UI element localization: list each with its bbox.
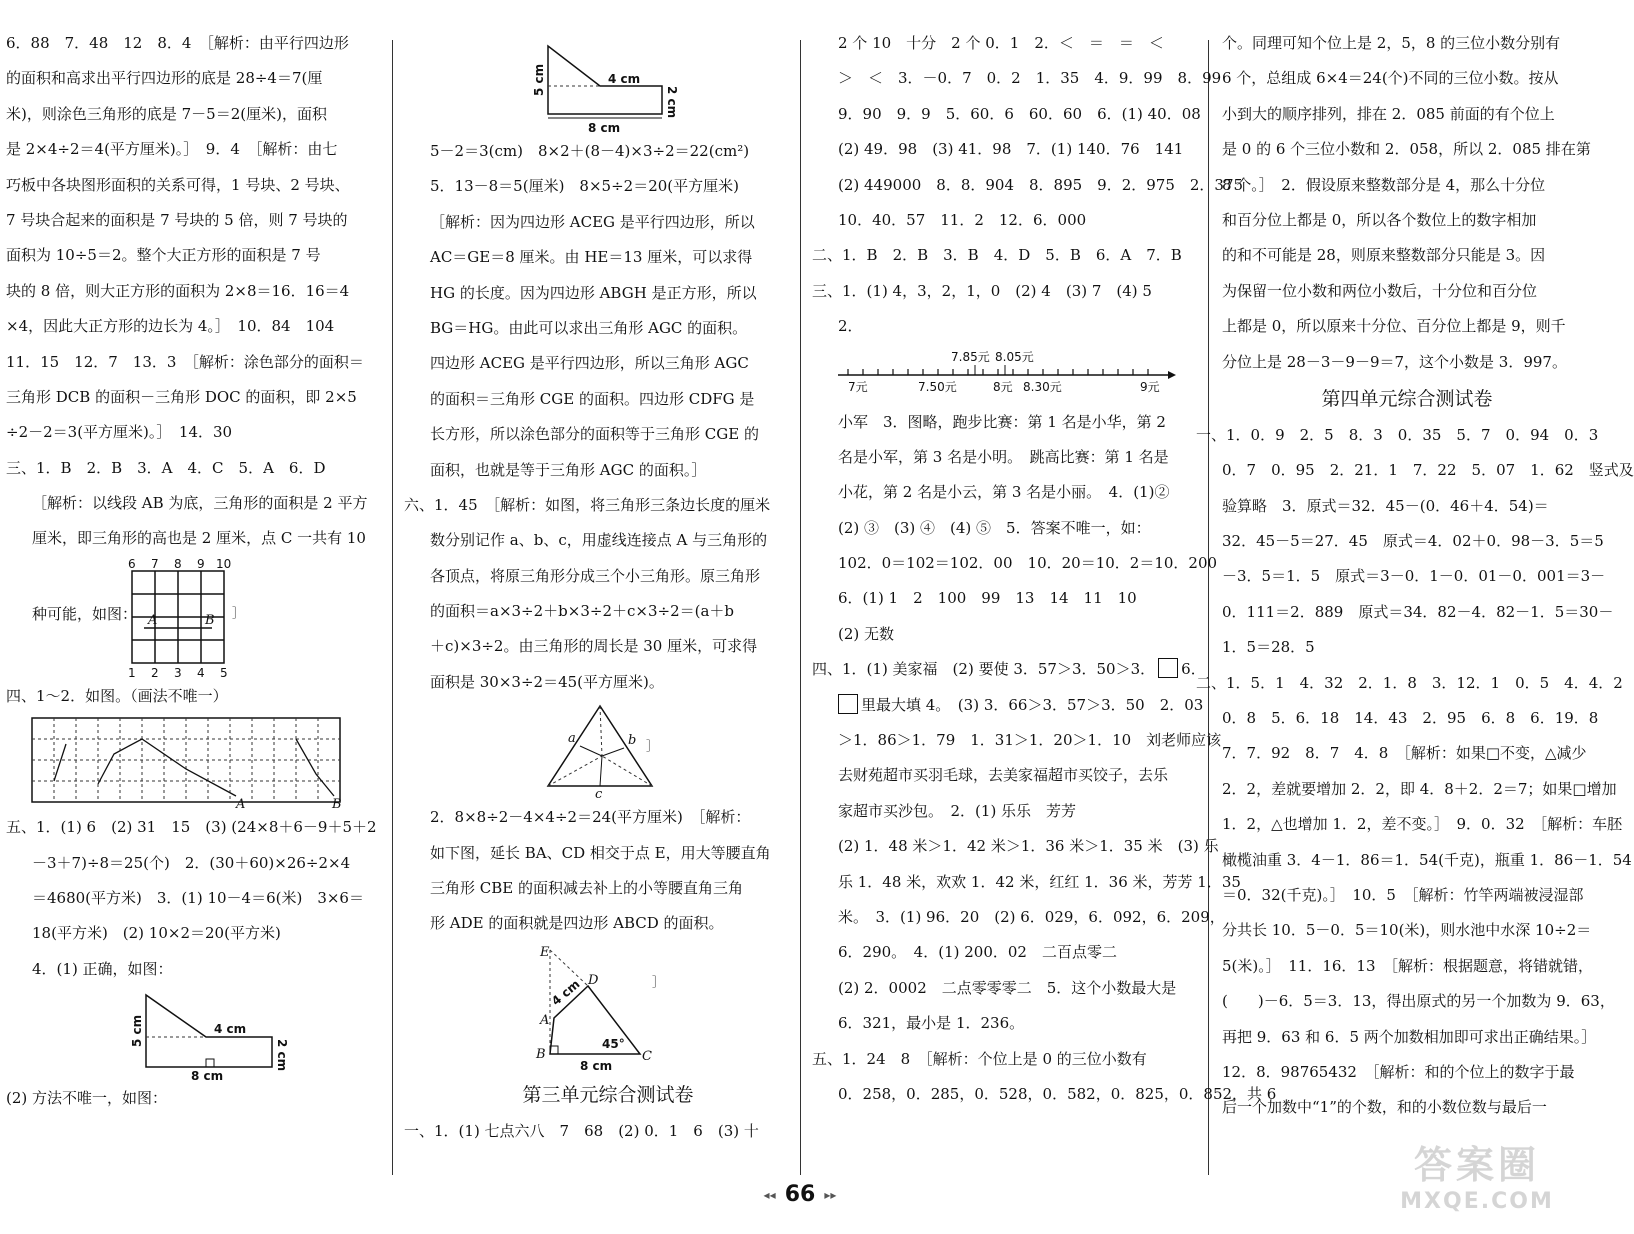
text-line: 5(米)。］ 11．16．13 ［解析：根据题意，将错就错， bbox=[1222, 956, 1594, 975]
shape-label-left: 5 cm bbox=[532, 63, 546, 96]
quadrilateral-figure bbox=[430, 942, 786, 1076]
trapezoid-figure-2 bbox=[430, 26, 786, 134]
text-line: 8 个。］ 2．假设原来整数部分是 4，那么十分位 bbox=[1222, 175, 1546, 194]
text-line: 二、1．5．1 4．32 2．1．8 3．12．1 0．5 4．4．2 bbox=[1196, 673, 1623, 692]
quad-side-label: 4 cm bbox=[548, 976, 583, 1009]
text-line-with-box bbox=[812, 652, 1206, 687]
answer-column-1 bbox=[6, 26, 378, 1117]
text-line: 6 个，总组成 6×4＝24(个)不同的三位小数。按从 bbox=[1222, 69, 1559, 88]
number-line-bottom-label: 7元 bbox=[848, 379, 868, 394]
text-line: 的面积和高求出平行四边形的底是 28÷4＝7(厘 bbox=[6, 69, 323, 88]
text-line: 11．15 12．7 13．3 ［解析：涂色部分的面积＝ bbox=[6, 352, 364, 371]
text-line: ［解析：因为四边形 ACEG 是平行四边形，所以 bbox=[430, 212, 755, 231]
text-line: 块的 8 倍，则大正方形的面积为 2×8＝16．16＝4 bbox=[6, 281, 350, 300]
number-line-svg bbox=[838, 345, 1194, 405]
dot-grid-dashed-lines bbox=[32, 718, 340, 802]
text-line: 如下图，延长 BA、CD 相交于点 E，用大等腰直角 bbox=[430, 843, 771, 862]
text-line: ＝4680(平方米) 3．(1) 10－4＝6(米) 3×6＝ bbox=[32, 889, 364, 908]
shape-label-left: 5 cm bbox=[130, 1015, 144, 1048]
column-divider-3 bbox=[1208, 40, 1209, 1175]
text-line: (2) 无数 bbox=[838, 624, 895, 643]
dot-label-a: A bbox=[236, 797, 246, 813]
text-line: 的面积＝a×3÷2＋b×3÷2＋c×3÷2＝(a＋b bbox=[430, 602, 735, 621]
grid-top-label: 6 bbox=[128, 556, 136, 571]
text-line: 四、1～2．如图。（画法不唯一） bbox=[6, 686, 228, 705]
text-line: 橄榄油重 3．4－1．86＝1．54(千克)，瓶重 1．86－1．54 bbox=[1222, 850, 1632, 869]
text-line: 厘米，即三角形的高也是 2 厘米，点 C 一共有 10 bbox=[32, 529, 366, 548]
watermark-line-1: 答案圈 bbox=[1413, 1143, 1540, 1187]
text-line: 乐 1．48 米，欢欢 1．42 米，红红 1．36 米，芳芳 1．35 bbox=[838, 872, 1241, 891]
text-line: 9．90 9．9 5．60．6 60．60 6．(1) 40．08 bbox=[838, 104, 1201, 123]
text-line: ÷2－2＝3(平方厘米)。］ 14．30 bbox=[6, 423, 233, 442]
triangle-label-b: b bbox=[628, 733, 637, 749]
text-line: 三角形 DCB 的面积－三角形 DOC 的面积，即 2×5 bbox=[6, 387, 357, 406]
text-line: 三、1．B 2．B 3．A 4．C 5．A 6．D bbox=[6, 458, 326, 477]
text-line: 小军 3．图略，跑步比赛：第 1 名是小华，第 2 bbox=[838, 412, 1166, 431]
page-number: 66 bbox=[784, 1182, 816, 1207]
text-line: (2) 1．48 米＞1．42 米＞1．36 米＞1．35 米 (3) 乐 bbox=[838, 837, 1219, 856]
text-line: 7．7．92 8．7 4．8 ［解析：如果□不变，△减少 bbox=[1222, 744, 1587, 763]
number-line-bottom-label: 9元 bbox=[1140, 379, 1160, 394]
grid-point-b-label: B bbox=[205, 612, 215, 628]
text-line: BG＝HG。由此可以求出三角形 AGC 的面积。 bbox=[430, 318, 748, 337]
path-line bbox=[296, 739, 334, 796]
text-line: (2) ③ (3) ④ (4) ⑤ 5．答案不唯一，如： bbox=[838, 518, 1151, 537]
text-line: 2． bbox=[838, 317, 863, 336]
shape-label-bottom: 8 cm bbox=[191, 1069, 224, 1084]
text-line: 数分别记作 a、b、c，用虚线连接点 A 与三角形的 bbox=[430, 531, 768, 550]
text-line: 验算略 3．原式＝32．45－(0．46＋4．54)＝ bbox=[1222, 496, 1549, 515]
shape-label-bottom: 8 cm bbox=[588, 121, 621, 135]
text-line: ×4，因此大正方形的边长为 4。］ 10．84 104 bbox=[6, 317, 335, 336]
prev-arrow-icon: ◂◂ bbox=[763, 1187, 776, 1202]
text-line: 18(平方米) (2) 10×2＝20(平方米) bbox=[32, 924, 281, 943]
section-title-unit-3: 第三单元综合测试卷 bbox=[522, 1083, 694, 1106]
text-line: 后一个加数中“1”的个数，和的小数位数与最后一 bbox=[1222, 1098, 1547, 1117]
text-line: －3．5＝1．5 原式＝3－0．1－0．01－0．001＝3－ bbox=[1222, 567, 1606, 586]
grid-figure-caption: 种可能，如图： bbox=[32, 604, 138, 623]
text-line: 和百分位上都是 0，所以各个数位上的数字相加 bbox=[1222, 210, 1537, 229]
text-line: 五、1．24 8 ［解析：个位上是 0 的三位小数有 bbox=[812, 1049, 1147, 1068]
shape-label-right: 2 cm bbox=[665, 86, 679, 119]
text-line: ［解析：以线段 AB 为底，三角形的面积是 2 平方 bbox=[32, 494, 368, 513]
text-line: 家超市买沙包。 2．(1) 乐乐 芳芳 bbox=[838, 801, 1077, 820]
triangle-label-a: a bbox=[568, 731, 576, 747]
text-line: 0．8 5．6．18 14．43 2．95 6．8 6．19．8 bbox=[1222, 709, 1599, 728]
text-line: 是 2×4÷2＝4(平方厘米)。］ 9．4 ［解析：由七 bbox=[6, 140, 338, 159]
text-line: 各顶点，将原三角形分成三个小三角形。原三角形 bbox=[430, 566, 761, 585]
text-line: ＞1．86＞1．79 1．31＞1．20＞1．10 刘老师应该 bbox=[838, 731, 1222, 750]
text-line: (2) 49．98 (3) 41．98 7．(1) 140．76 141 bbox=[838, 140, 1184, 159]
triangle-close-bracket: ］ bbox=[646, 739, 659, 754]
text-line: 6．88 7．48 12 8．4 ［解析：由平行四边形 bbox=[6, 34, 349, 52]
grid-top-label: 9 bbox=[197, 556, 205, 571]
number-line-bottom-label: 8.30元 bbox=[1023, 379, 1062, 394]
text-line: ＋c)×3÷2。由三角形的周长是 30 厘米，可求得 bbox=[430, 637, 758, 656]
text-line: 1．2，△也增加 1．2，差不变。］ 9．0．32 ［解析：车胚 bbox=[1222, 815, 1623, 834]
trapezoid-svg-2 bbox=[430, 26, 786, 134]
text-line: 102．0＝102＝102．00 10．20＝10．2＝10．200 bbox=[838, 554, 1218, 573]
watermark-line-2: MXQE.COM bbox=[1400, 1189, 1554, 1214]
text-line: 小到大的顺序排列，排在 2．085 前面的有个位上 bbox=[1222, 104, 1555, 123]
text-line: 名是小军，第 3 名是小明。 跳高比赛：第 1 名是 bbox=[838, 447, 1169, 466]
triangle-figure bbox=[430, 700, 786, 803]
text-line: 长方形，所以涂色部分的面积等于三角形 CGE 的 bbox=[430, 425, 759, 444]
number-line-top-label: 7.85元 bbox=[951, 349, 990, 364]
text-line: (2) 2．0002 二点零零零二 5．这个小数最大是 bbox=[838, 978, 1177, 997]
text-line: 5．13－8＝5(厘米) 8×5÷2＝20(平方厘米) bbox=[430, 177, 739, 196]
number-line-bottom-label: 8元 bbox=[993, 379, 1013, 394]
grid-top-label: 10 bbox=[216, 556, 232, 571]
text-line: －3＋7)÷8＝25(个) 2．(30＋60)×26÷2×4 bbox=[32, 853, 351, 872]
text-line: 0．111＝2．889 原式＝34．82－4．82－1．5＝30－ bbox=[1222, 602, 1614, 621]
section-title-unit-4: 第四单元综合测试卷 bbox=[1321, 387, 1493, 410]
grid-close-bracket: ］ bbox=[232, 605, 245, 620]
text-line: 巧板中各块图形面积的关系可得，1 号块、2 号块、 bbox=[6, 175, 350, 194]
text-line: 32．45－5＝27．45 原式＝4．02＋0．98－3．5＝5 bbox=[1222, 532, 1604, 551]
text-line: 2．2，差就要增加 2．2，即 4．8＋2．2＝7；如果□增加 bbox=[1222, 779, 1617, 798]
text-line: 2．8×8÷2－4×4÷2＝24(平方厘米) ［解析： bbox=[430, 808, 751, 827]
text-line: 上都是 0，所以原来十分位、百分位上都是 9，则千 bbox=[1222, 317, 1566, 336]
quad-label-d: D bbox=[588, 972, 599, 988]
text-line: 分共长 10．5－0．5＝10(米)，则水池中水深 10÷2＝ bbox=[1222, 921, 1592, 940]
text-line: 1．5＝28．5 bbox=[1222, 638, 1315, 657]
quad-label-c: C bbox=[642, 1048, 652, 1064]
text-line: AC＝GE＝8 厘米。由 HE＝13 厘米，可以求得 bbox=[430, 248, 753, 267]
text-line: 五、1．(1) 6 (2) 31 15 (3) (24×8＋6－9＋5＋2 bbox=[6, 818, 377, 837]
text-line: 四边形 ACEG 是平行四边形，所以三角形 AGC bbox=[430, 354, 749, 373]
grid-top-label: 7 bbox=[151, 556, 159, 571]
text-fragment: 里最大填 4。 (3) 3．66＞3．57＞3．50 2．03 bbox=[861, 695, 1204, 714]
answer-column-4 bbox=[1196, 26, 1634, 1126]
column-divider-1 bbox=[392, 40, 393, 1175]
blank-box bbox=[838, 694, 858, 714]
text-line-with-box bbox=[838, 688, 1204, 723]
text-line: 个。同理可知个位上是 2，5，8 的三位小数分别有 bbox=[1222, 34, 1561, 52]
text-line: 面积是 30×3÷2＝45(平方厘米)。 bbox=[430, 672, 664, 691]
watermark-logo bbox=[1372, 1134, 1582, 1224]
answer-column-2 bbox=[404, 26, 786, 1149]
text-fragment: 四、1．(1) 美家福 (2) 要使 3．57＞3．50＞3． bbox=[812, 660, 1156, 679]
text-line: 7 号块合起来的面积是 7 号块的 5 倍，则 7 号块的 bbox=[6, 210, 348, 229]
text-line: (2) 方法不唯一，如图： bbox=[6, 1089, 168, 1108]
number-line-ticks bbox=[848, 369, 1148, 375]
text-line: 6．290。 4．(1) 200．02 二百点零二 bbox=[838, 943, 1117, 962]
text-line: 的和不可能是 28，则原来整数部分只能是 3。因 bbox=[1222, 246, 1546, 265]
text-line: 再把 9．63 和 6．5 两个加数相加即可求出正确结果。］ bbox=[1222, 1027, 1597, 1046]
blank-box bbox=[1158, 658, 1178, 678]
text-line: 一、1．0．9 2．5 8．3 0．35 5．7 0．94 0．3 bbox=[1196, 425, 1599, 444]
grid-point-a-label: A bbox=[148, 612, 158, 628]
text-line: 小花，第 2 名是小云，第 3 名是小丽。 4．(1)② bbox=[838, 483, 1170, 502]
grid-bottom-label: 5 bbox=[220, 665, 228, 680]
text-line: 二、1．B 2．B 3．B 4．D 5．B 6．A 7．B bbox=[812, 246, 1182, 265]
text-line: 三角形 CBE 的面积减去补上的小等腰直角三角 bbox=[430, 879, 743, 898]
number-line-top-label: 8.05元 bbox=[995, 349, 1034, 364]
shape-label-top: 4 cm bbox=[608, 72, 641, 86]
dot-grid-figure bbox=[6, 714, 378, 813]
text-line: 10．40．57 11．2 12．6．000 bbox=[838, 210, 1087, 229]
text-line: 2 个 10 十分 2 个 0．1 2．＜ ＝ ＝ ＜ bbox=[838, 34, 1164, 52]
next-arrow-icon: ▸▸ bbox=[824, 1187, 837, 1202]
grid-bottom-label: 3 bbox=[174, 665, 182, 680]
text-line: 4．(1) 正确，如图： bbox=[32, 959, 173, 978]
text-line: 的面积＝三角形 CGE 的面积。四边形 CDFG 是 bbox=[430, 389, 755, 408]
quad-angle-label: 45° bbox=[602, 1036, 625, 1051]
path-line bbox=[54, 744, 66, 781]
col1-block-1 bbox=[6, 26, 378, 557]
text-line: ( )－6．5＝3．13，得出原式的另一个加数为 9．63， bbox=[1222, 992, 1615, 1011]
dot-label-b: B bbox=[332, 797, 342, 813]
text-line: 分位上是 28－3－9－9＝7，这个小数是 3．997。 bbox=[1222, 352, 1567, 371]
shape-label-top: 4 cm bbox=[214, 1022, 247, 1037]
quad-close-bracket: ］ bbox=[652, 974, 665, 989]
text-line: 为保留一位小数和两位小数后，十分位和百分位 bbox=[1222, 281, 1538, 300]
path-line bbox=[98, 739, 236, 796]
grid-bottom-label: 2 bbox=[151, 665, 159, 680]
quad-label-a: A bbox=[540, 1012, 550, 1028]
grid-top-label: 8 bbox=[174, 556, 182, 571]
grid-figure bbox=[6, 557, 378, 679]
text-line: ＞ ＜ 3．－0．7 0．2 1．35 4．9．99 8．99 bbox=[838, 69, 1222, 88]
triangle-label-c: c bbox=[595, 787, 603, 803]
quadrilateral-svg bbox=[430, 942, 786, 1076]
text-line: 5－2＝3(cm) 8×2＋(8－4)×3÷2＝22(cm²) bbox=[430, 142, 750, 160]
page-footer bbox=[0, 1182, 1600, 1207]
text-line: 是 0 的 6 个三位小数和 2．058，所以 2．085 排在第 bbox=[1222, 140, 1591, 159]
quad-label-e: E bbox=[540, 944, 550, 960]
text-line: 形 ADE 的面积就是四边形 ABCD 的面积。 bbox=[430, 914, 724, 933]
text-line: HG 的长度。因为四边形 ABGH 是正方形，所以 bbox=[430, 283, 757, 302]
text-line: 0．258，0．285，0．528，0．582，0．825，0．852，共 6 bbox=[838, 1084, 1277, 1103]
text-line: 米)，则涂色三角形的底是 7－5＝2(厘米)，面积 bbox=[6, 104, 327, 123]
text-line: (2) 449000 8．8．904 8．895 9．2．975 2．375 bbox=[838, 175, 1244, 194]
number-line-figure bbox=[838, 345, 1194, 405]
text-line: 米。 3．(1) 96．20 (2) 6．029，6．092，6．209， bbox=[838, 907, 1225, 926]
triangle-svg bbox=[430, 700, 786, 803]
text-line: 6．(1) 1 2 100 99 13 14 11 10 bbox=[838, 589, 1137, 608]
text-line: 去财苑超市买羽毛球，去美家福超市买饺子，去乐 bbox=[838, 766, 1169, 785]
trapezoid-figure bbox=[6, 987, 378, 1084]
text-line: 六、1．45 ［解析：如图，将三角形三条边长度的厘米 bbox=[404, 495, 771, 514]
text-fragment: 6． bbox=[1181, 660, 1206, 679]
text-line: 三、1．(1) 4，3，2，1，0 (2) 4 (3) 7 (4) 5 bbox=[812, 281, 1152, 300]
trapezoid-svg bbox=[6, 987, 378, 1084]
text-line: ＝0．32(千克)。］ 10．5 ［解析：竹竿两端被浸湿部 bbox=[1222, 885, 1584, 904]
quad-base-label: 8 cm bbox=[580, 1058, 613, 1073]
shape-label-right: 2 cm bbox=[275, 1039, 289, 1072]
grid-bottom-label: 4 bbox=[197, 665, 205, 680]
text-line: 面积为 10÷5＝2。整个大正方形的面积是 7 号 bbox=[6, 246, 321, 265]
quad-label-b: B bbox=[536, 1046, 546, 1062]
text-line: 12．8．98765432 ［解析：和的个位上的数字于最 bbox=[1222, 1062, 1575, 1081]
dot-grid-svg bbox=[6, 714, 378, 813]
column-divider-2 bbox=[800, 40, 801, 1175]
grid-bottom-label: 1 bbox=[128, 665, 136, 680]
text-line: 6．321，最小是 1．236。 bbox=[838, 1014, 1025, 1033]
number-line-bottom-label: 7.50元 bbox=[918, 379, 957, 394]
text-line: 一、1．(1) 七点六八 7 68 (2) 0．1 6 (3) 十 bbox=[404, 1121, 759, 1140]
text-line: 0．7 0．95 2．21．1 7．22 5．07 1．62 竖式及 bbox=[1222, 461, 1634, 480]
text-line: 面积，也就是等于三角形 AGC 的面积。］ bbox=[430, 460, 707, 479]
